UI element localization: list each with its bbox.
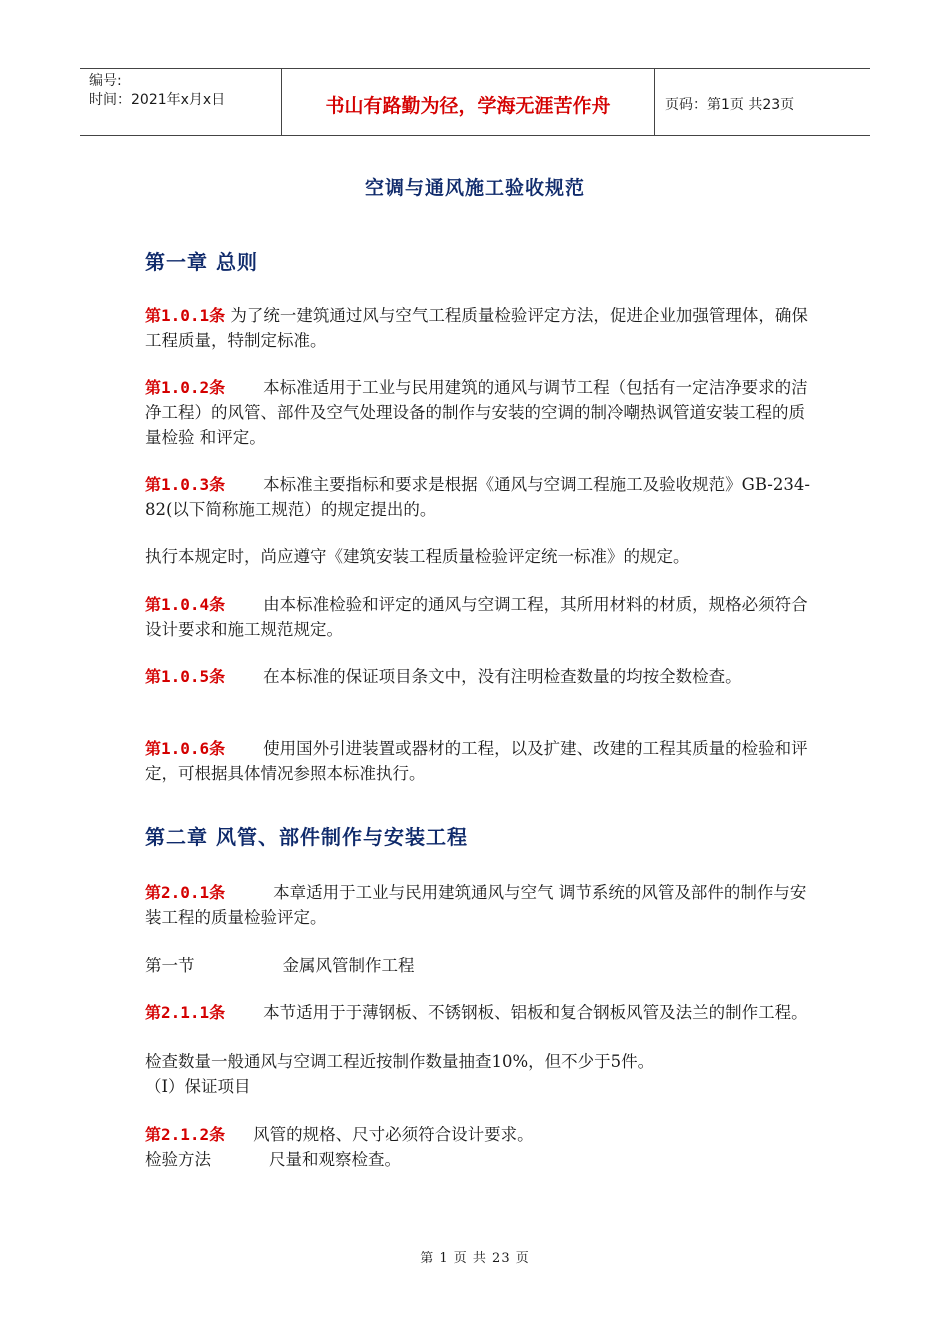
paragraph-inspection-quantity: 检查数量一般通风与空调工程近按制作数量抽查10%，但不少于5件。: [145, 1052, 655, 1071]
clause-text: 本章适用于工业与民用建筑通风与空气 调节系统的风管及部件的制作与安装工程的质量检验评定。: [145, 883, 807, 927]
clause-1-0-4: [145, 592, 810, 642]
chapter-2-heading: 第二章 风管、部件制作与安装工程: [145, 825, 468, 849]
clause-number: 第1.0.5条: [145, 667, 226, 686]
chapter-1-heading: 第一章 总则: [145, 250, 258, 274]
clause-1-0-1: [145, 303, 810, 353]
clause-number: 第1.0.1条: [145, 306, 226, 325]
clause-2-1-2: [145, 1122, 810, 1147]
clause-2-1-1: [145, 1000, 810, 1025]
clause-text: 使用国外引进装置或器材的工程，以及扩建、改建的工程其质量的检验和评定，可根据具体情况参照本标准执行。: [145, 739, 808, 783]
clause-number: 第1.0.2条: [145, 378, 226, 397]
clause-1-0-2: [145, 375, 810, 450]
clause-text: 为了统一建筑通过风与空气工程质量检验评定方法，促进企业加强管理体，确保工程质量，特制定标准。: [145, 306, 808, 350]
clause-number: 第2.1.2条: [145, 1125, 226, 1144]
document-number-label: 编号:: [89, 73, 122, 89]
clause-1-0-6: [145, 736, 810, 786]
clause-text: 由本标准检验和评定的通风与空调工程，其所用材料的材质，规格必须符合设计要求和施工规范规定。: [145, 595, 808, 639]
clause-text: 本标准主要指标和要求是根据《通风与空调工程施工及验收规范》GB-234-82(以下简称施工规范）的规定提出的。: [145, 475, 810, 519]
header-meta-cell: [80, 69, 282, 135]
clause-number: 第2.0.1条: [145, 883, 226, 902]
clause-1-0-3: [145, 472, 810, 522]
section-label: 第一节: [145, 956, 195, 975]
page-footer: 第 1 页 共 23 页: [420, 1251, 530, 1266]
clause-number: 第1.0.6条: [145, 739, 226, 758]
clause-text: 在本标准的保证项目条文中，没有注明检查数量的均按全数检查。: [263, 667, 742, 686]
header-motto: 书山有路勤为径，学海无涯苦作舟: [282, 69, 655, 135]
clause-2-0-1: [145, 880, 810, 930]
clause-number: 第2.1.1条: [145, 1003, 226, 1022]
inspection-method-label: 检验方法: [145, 1150, 211, 1169]
clause-text: 本标准适用于工业与民用建筑的通风与调节工程（包括有一定洁净要求的洁净工程）的风管、部件及空气处理设备的制作与安装的空调的制冷嘲热讽管道安装工程的质量检验 和评定。: [145, 378, 808, 447]
section-1-heading: [145, 953, 810, 978]
clause-number: 第1.0.4条: [145, 595, 226, 614]
section-name: 金属风管制作工程: [282, 956, 415, 975]
clause-1-0-5: [145, 664, 810, 689]
header-page-label: 页码：第1页 共23页: [665, 97, 795, 113]
inspection-method-text: 尺量和观察检查。: [269, 1150, 401, 1169]
clause-text: 风管的规格、尺寸必须符合设计要求。: [253, 1125, 534, 1144]
document-time-label: 时间：2021年x月x日: [89, 92, 226, 108]
paragraph-execution-note: 执行本规定时，尚应遵守《建筑安装工程质量检验评定统一标准》的规定。: [145, 547, 690, 566]
paragraph-guarantee-items: （I）保证项目: [145, 1077, 251, 1096]
page-header-table: [80, 68, 870, 136]
clause-number: 第1.0.3条: [145, 475, 226, 494]
document-title: 空调与通风施工验收规范: [364, 177, 585, 199]
inspection-method: [145, 1147, 810, 1172]
clause-text: 本节适用于于薄钢板、不锈钢板、铝板和复合钢板风管及法兰的制作工程。: [263, 1003, 808, 1022]
